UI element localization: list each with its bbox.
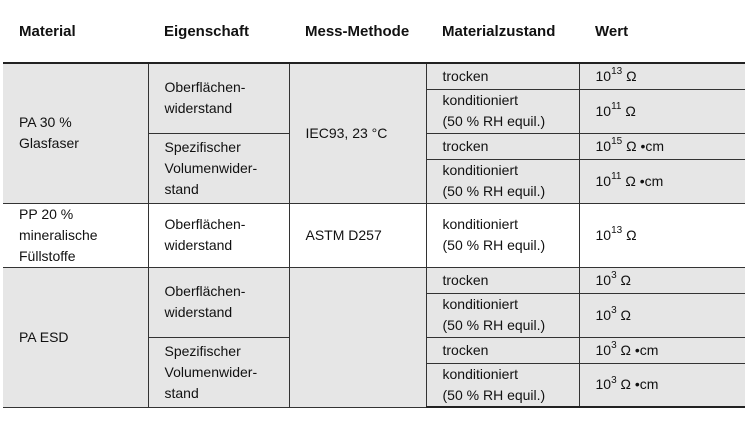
wert-cell [579,337,745,363]
wert-base: 10 [595,271,612,288]
methode-cell [289,267,426,407]
material-line: PA ESD [19,328,69,345]
wert-exponent: 11 [611,100,622,112]
resistance-table [3,0,745,408]
eigenschaft-line: Spezifischer [164,138,241,155]
eigenschaft-line: stand [164,180,199,197]
zustand-line: konditioniert [442,296,518,312]
eigenschaft-line: Oberflächen- [164,216,246,232]
table-row [3,267,745,293]
wert-base: 10 [595,226,612,243]
zustand-line: trocken [442,341,489,358]
wert-unit: Ω [620,306,631,323]
wert-unit: Ω •cm [625,172,664,189]
wert-cell [579,363,745,407]
eigenschaft-line: Volumenwider- [164,363,258,380]
zustand-line: (50 % RH equil.) [442,386,546,403]
material-line: Füllstoffe [19,247,76,264]
zustand-line: trocken [442,67,489,84]
wert-exponent: 3 [611,339,617,351]
material-line: PA 30 % [19,114,72,131]
wert-exponent: 3 [611,269,617,281]
eigenschaft-cell [148,203,289,267]
material-cell [3,203,148,267]
wert-cell [579,203,745,267]
wert-base: 10 [595,341,612,358]
eigenschaft-line: Spezifischer [164,342,241,359]
zustand-line: konditioniert [442,365,518,382]
zustand-line: konditioniert [442,162,518,178]
zustand-cell [426,363,579,407]
header-materialzustand: Materialzustand [426,0,579,63]
methode-cell: ASTM D257 [289,203,426,267]
zustand-cell [426,133,579,159]
wert-unit: Ω •cm [620,341,659,358]
wert-exponent: 3 [611,304,617,316]
eigenschaft-line: Oberflächen- [164,79,246,96]
eigenschaft-cell [148,337,289,407]
wert-unit: Ω •cm [626,137,665,154]
material-cell [3,63,148,203]
table-row [3,203,745,267]
eigenschaft-cell [148,267,289,337]
zustand-cell [426,293,579,337]
zustand-cell [426,63,579,89]
eigenschaft-line: Oberflächen- [164,283,246,299]
eigenschaft-line: Volumenwider- [164,159,258,176]
wert-exponent: 3 [611,374,617,386]
material-line: Glasfaser [19,135,79,152]
wert-unit: Ω •cm [620,376,659,393]
wert-unit: Ω [625,102,636,119]
wert-exponent: 11 [611,170,622,182]
zustand-line: (50 % RH equil.) [442,317,546,333]
zustand-line: konditioniert [442,216,518,232]
wert-base: 10 [595,306,612,323]
zustand-line: (50 % RH equil.) [442,183,546,199]
wert-cell [579,293,745,337]
methode-cell: IEC93, 23 °C [289,63,426,203]
wert-cell [579,133,745,159]
wert-base: 10 [595,172,612,189]
wert-unit: Ω [620,271,631,288]
resistance-table-container [3,0,745,418]
header-mess-methode: Mess-Methode [289,0,426,63]
wert-exponent: 13 [611,66,623,78]
eigenschaft-line: widerstand [164,100,233,117]
eigenschaft-cell [148,63,289,133]
header-wert: Wert [579,0,745,63]
header-eigenschaft: Eigenschaft [148,0,289,63]
wert-base: 10 [595,137,612,154]
wert-cell [579,267,745,293]
zustand-line: trocken [442,137,489,154]
wert-cell [579,63,745,89]
wert-unit: Ω [626,226,637,243]
zustand-line: trocken [442,271,489,288]
zustand-cell [426,337,579,363]
eigenschaft-line: widerstand [164,237,233,253]
zustand-cell [426,159,579,203]
material-line: PP 20 % [19,205,74,222]
wert-exponent: 13 [611,224,623,236]
wert-base: 10 [595,67,612,84]
material-cell [3,267,148,407]
eigenschaft-line: stand [164,384,199,401]
material-line: mineralische [19,226,98,243]
table-header-row [3,0,745,63]
wert-unit: Ω [626,67,637,84]
zustand-line: (50 % RH equil.) [442,113,546,129]
zustand-line: konditioniert [442,92,518,108]
wert-cell [579,89,745,133]
wert-base: 10 [595,102,612,119]
eigenschaft-cell [148,133,289,203]
eigenschaft-line: widerstand [164,304,233,320]
table-row [3,63,745,89]
zustand-cell [426,203,579,267]
wert-exponent: 15 [611,135,623,147]
zustand-line: (50 % RH equil.) [442,237,546,253]
header-material: Material [3,0,148,63]
wert-base: 10 [595,376,612,393]
wert-cell [579,159,745,203]
zustand-cell [426,89,579,133]
zustand-cell [426,267,579,293]
